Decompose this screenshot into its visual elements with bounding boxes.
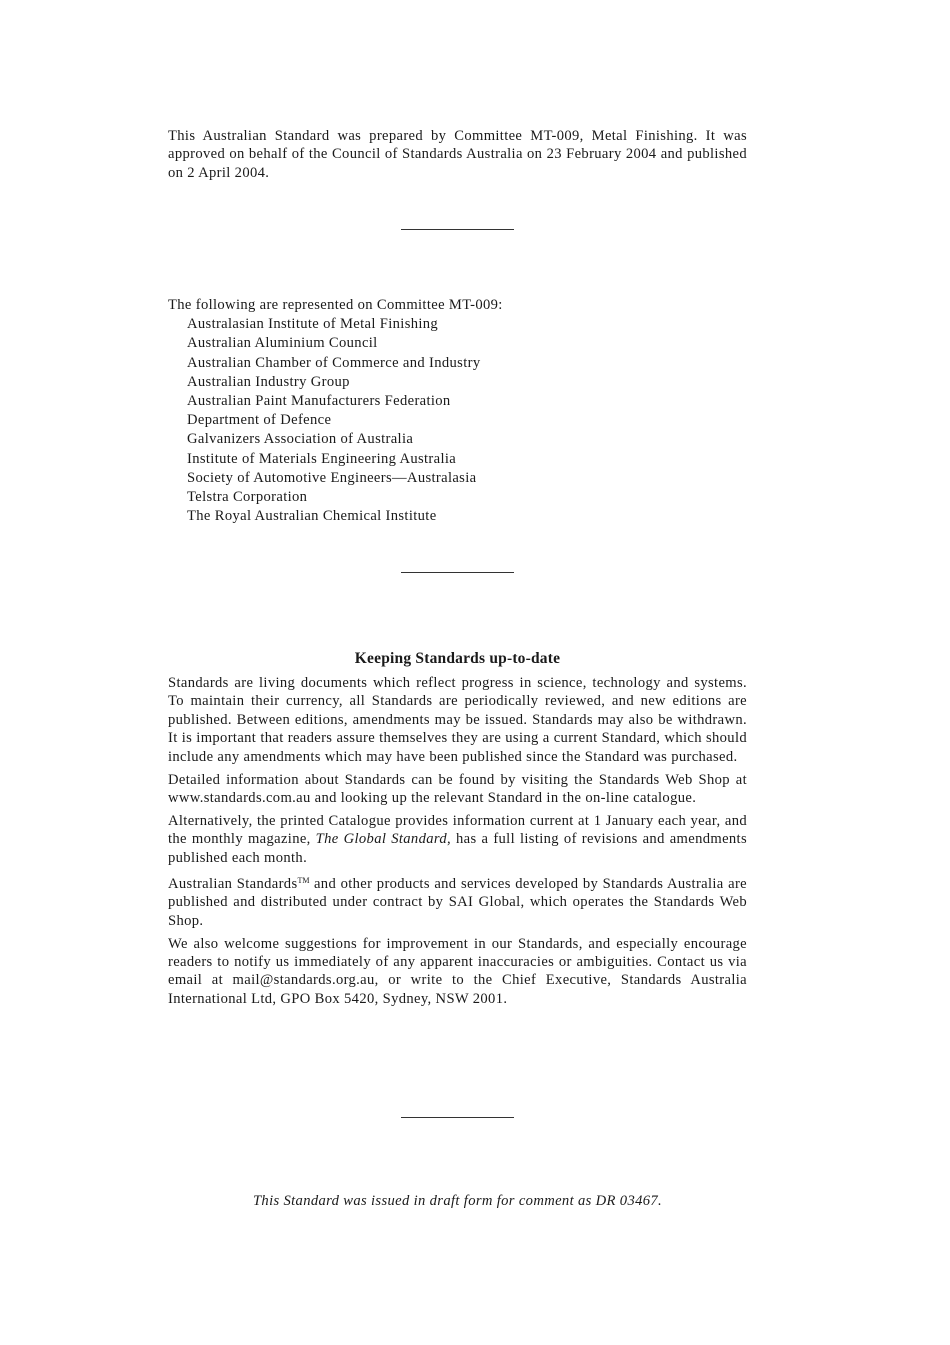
- section-heading: Keeping Standards up-to-date: [354, 650, 561, 667]
- paragraph: We also welcome suggestions for improvement in our Standards, and especially encourage readers to notify us immediately of any apparent inaccuracies or ambiguities. Contact us via email at mail@standards.org.au, or write to the Chief Executive, Standards Australia International Ltd, GPO Box 5420, Sydney, NSW 2001.: [168, 935, 747, 1007]
- paragraph: Detailed information about Standards can be found by visiting the Standards Web Shop at www.standards.com.au and looking up the relevant Standard in the on-line catalogue.: [168, 771, 747, 807]
- list-item: Galvanizers Association of Australia: [187, 431, 414, 448]
- text-run: and other products and services developed by Standards Australia are published and distributed under contract by SAI Global, which operates the Standards Web Shop.: [168, 875, 747, 929]
- paragraph: Standards are living documents which reflect progress in science, technology and systems. To maintain their currency, all Standards are periodically reviewed, and new editions are published. Between editions, amendments may be issued. Standards may also be withdrawn. It is important that readers assure themselves they are using a current Standard, which should include any amendments which may have been published since the Standard was purchased.: [168, 675, 747, 765]
- draft-note: This Standard was issued in draft form for comment as DR 03467.: [252, 1193, 663, 1209]
- list-item: Australian Industry Group: [187, 373, 350, 390]
- list-item: Telstra Corporation: [187, 489, 308, 506]
- paragraph: [168, 812, 747, 867]
- committee-intro: The following are represented on Committee MT-009:: [168, 297, 503, 313]
- committee-members: [168, 296, 747, 526]
- separator-rule: [401, 572, 514, 573]
- list-item: Australasian Institute of Metal Finishing: [187, 316, 439, 333]
- text-run: , has a full listing of revisions and amendments published each month.: [168, 831, 747, 866]
- list-item: Society of Automotive Engineers—Australasia: [187, 469, 477, 486]
- list-item: The Royal Australian Chemical Institute: [187, 508, 437, 525]
- list-item: Institute of Materials Engineering Australia: [187, 450, 457, 467]
- text-run: Australian Standards: [168, 875, 298, 892]
- member-list: [168, 315, 747, 526]
- list-item: Australian Paint Manufacturers Federation: [187, 393, 451, 410]
- magazine-title: The Global Standard: [315, 831, 448, 848]
- list-item: Australian Chamber of Commerce and Industry: [187, 354, 481, 371]
- list-item: Department of Defence: [187, 412, 332, 429]
- text-run: Alternatively, the printed Catalogue provides information current at 1 January each year, and the monthly magazine,: [168, 813, 747, 848]
- keeping-standards-body: [168, 674, 747, 1013]
- paragraph: [168, 872, 747, 930]
- separator-rule: [401, 229, 514, 230]
- list-item: Australian Aluminium Council: [187, 335, 378, 352]
- separator-rule: [401, 1117, 514, 1118]
- preparation-statement: This Australian Standard was prepared by Committee MT-009, Metal Finishing. It was approved on behalf of the Council of Standards Australia on 23 February 2004 and published on 2 April 2004.: [168, 128, 747, 181]
- trademark-mark: TM: [297, 875, 310, 885]
